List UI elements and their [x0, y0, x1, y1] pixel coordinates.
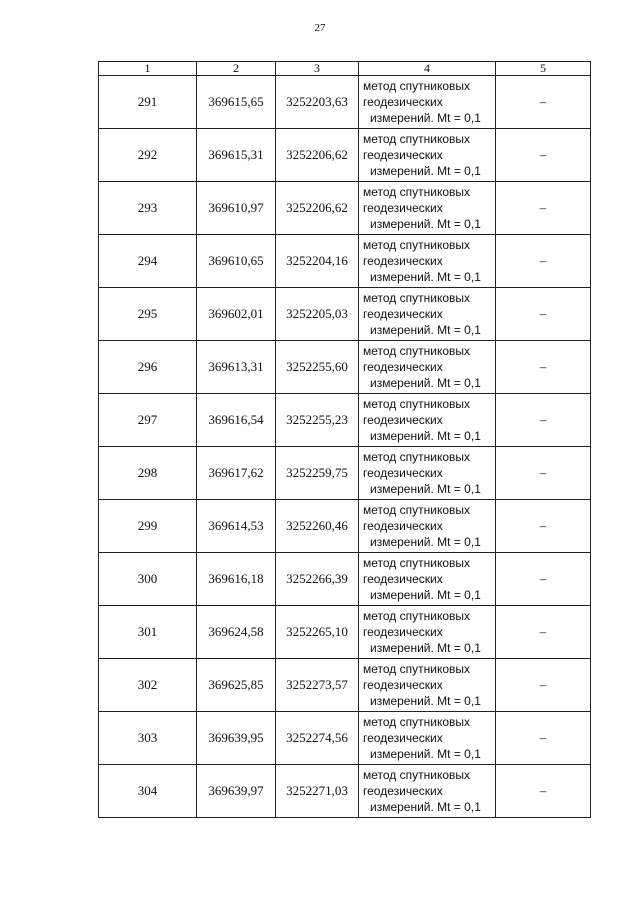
method-line-2: геодезических	[363, 95, 443, 109]
method-line-2: геодезических	[363, 254, 443, 268]
method-cell	[359, 394, 496, 447]
point-number-cell: 302	[99, 659, 197, 712]
table-row	[99, 76, 591, 129]
method-line-3: измерений. Mt = 0,1	[370, 800, 481, 814]
y-coordinate-cell: 3252271,03	[276, 765, 359, 818]
table-row	[99, 712, 591, 765]
method-line-1: метод спутниковых	[363, 768, 471, 782]
method-line-3: измерений. Mt = 0,1	[370, 111, 481, 125]
y-coordinate-cell: 3252273,57	[276, 659, 359, 712]
method-cell	[359, 500, 496, 553]
method-line-2: геодезических	[363, 466, 443, 480]
method-cell	[359, 765, 496, 818]
method-line-1: метод спутниковых	[363, 556, 471, 570]
x-coordinate-cell: 369625,85	[197, 659, 276, 712]
y-coordinate-cell: 3252204,16	[276, 235, 359, 288]
method-line-3: измерений. Mt = 0,1	[370, 217, 481, 231]
method-cell	[359, 659, 496, 712]
table-row	[99, 447, 591, 500]
method-line-2: геодезических	[363, 201, 443, 215]
method-cell	[359, 235, 496, 288]
method-line-1: метод спутниковых	[363, 238, 471, 252]
table-header-row	[99, 62, 591, 76]
x-coordinate-cell: 369624,58	[197, 606, 276, 659]
description-cell: –	[496, 129, 591, 182]
method-line-2: геодезических	[363, 731, 443, 745]
point-number-cell: 294	[99, 235, 197, 288]
method-cell	[359, 129, 496, 182]
method-cell	[359, 606, 496, 659]
description-cell: –	[496, 288, 591, 341]
method-line-1: метод спутниковых	[363, 132, 471, 146]
table-row	[99, 288, 591, 341]
description-cell: –	[496, 341, 591, 394]
point-number-cell: 300	[99, 553, 197, 606]
table-row	[99, 606, 591, 659]
method-line-1: метод спутниковых	[363, 450, 471, 464]
y-coordinate-cell: 3252266,39	[276, 553, 359, 606]
method-line-1: метод спутниковых	[363, 662, 471, 676]
method-line-3: измерений. Mt = 0,1	[370, 588, 481, 602]
method-cell	[359, 447, 496, 500]
method-cell	[359, 341, 496, 394]
x-coordinate-cell: 369610,65	[197, 235, 276, 288]
x-coordinate-cell: 369639,95	[197, 712, 276, 765]
point-number-cell: 298	[99, 447, 197, 500]
method-line-2: геодезических	[363, 148, 443, 162]
method-line-1: метод спутниковых	[363, 344, 471, 358]
description-cell: –	[496, 182, 591, 235]
method-line-2: геодезических	[363, 625, 443, 639]
y-coordinate-cell: 3252265,10	[276, 606, 359, 659]
point-number-cell: 297	[99, 394, 197, 447]
method-line-1: метод спутниковых	[363, 609, 471, 623]
method-line-2: геодезических	[363, 678, 443, 692]
coordinates-table	[98, 61, 591, 818]
y-coordinate-cell: 3252206,62	[276, 129, 359, 182]
method-line-3: измерений. Mt = 0,1	[370, 270, 481, 284]
point-number-cell: 292	[99, 129, 197, 182]
x-coordinate-cell: 369614,53	[197, 500, 276, 553]
x-coordinate-cell: 369617,62	[197, 447, 276, 500]
method-line-1: метод спутниковых	[363, 185, 471, 199]
x-coordinate-cell: 369639,97	[197, 765, 276, 818]
y-coordinate-cell: 3252205,03	[276, 288, 359, 341]
method-line-3: измерений. Mt = 0,1	[370, 641, 481, 655]
x-coordinate-cell: 369616,18	[197, 553, 276, 606]
y-coordinate-cell: 3252260,46	[276, 500, 359, 553]
method-line-3: измерений. Mt = 0,1	[370, 747, 481, 761]
method-line-1: метод спутниковых	[363, 79, 471, 93]
method-line-3: измерений. Mt = 0,1	[370, 429, 481, 443]
table-row	[99, 765, 591, 818]
method-line-2: геодезических	[363, 413, 443, 427]
table-row	[99, 500, 591, 553]
method-line-2: геодезических	[363, 307, 443, 321]
method-cell	[359, 553, 496, 606]
description-cell: –	[496, 553, 591, 606]
method-cell	[359, 76, 496, 129]
point-number-cell: 291	[99, 76, 197, 129]
x-coordinate-cell: 369616,54	[197, 394, 276, 447]
column-header: 4	[359, 62, 496, 76]
method-line-3: измерений. Mt = 0,1	[370, 376, 481, 390]
point-number-cell: 304	[99, 765, 197, 818]
description-cell: –	[496, 235, 591, 288]
description-cell: –	[496, 394, 591, 447]
method-cell	[359, 288, 496, 341]
description-cell: –	[496, 76, 591, 129]
column-header: 2	[197, 62, 276, 76]
method-line-3: измерений. Mt = 0,1	[370, 323, 481, 337]
x-coordinate-cell: 369613,31	[197, 341, 276, 394]
table-row	[99, 341, 591, 394]
description-cell: –	[496, 765, 591, 818]
coordinates-table-container	[98, 61, 590, 818]
column-header: 3	[276, 62, 359, 76]
description-cell: –	[496, 606, 591, 659]
method-line-1: метод спутниковых	[363, 291, 471, 305]
method-line-2: геодезических	[363, 360, 443, 374]
y-coordinate-cell: 3252274,56	[276, 712, 359, 765]
method-line-3: измерений. Mt = 0,1	[370, 482, 481, 496]
method-line-2: геодезических	[363, 519, 443, 533]
x-coordinate-cell: 369615,31	[197, 129, 276, 182]
description-cell: –	[496, 712, 591, 765]
point-number-cell: 295	[99, 288, 197, 341]
method-line-3: измерений. Mt = 0,1	[370, 694, 481, 708]
description-cell: –	[496, 659, 591, 712]
y-coordinate-cell: 3252206,62	[276, 182, 359, 235]
column-header: 5	[496, 62, 591, 76]
point-number-cell: 293	[99, 182, 197, 235]
table-body	[99, 76, 591, 818]
method-line-2: геодезических	[363, 572, 443, 586]
table-row	[99, 553, 591, 606]
method-line-2: геодезических	[363, 784, 443, 798]
method-line-3: измерений. Mt = 0,1	[370, 164, 481, 178]
table-row	[99, 235, 591, 288]
point-number-cell: 299	[99, 500, 197, 553]
point-number-cell: 296	[99, 341, 197, 394]
y-coordinate-cell: 3252203,63	[276, 76, 359, 129]
table-row	[99, 182, 591, 235]
page-number: 27	[314, 22, 326, 34]
y-coordinate-cell: 3252259,75	[276, 447, 359, 500]
column-header: 1	[99, 62, 197, 76]
method-cell	[359, 712, 496, 765]
x-coordinate-cell: 369602,01	[197, 288, 276, 341]
description-cell: –	[496, 500, 591, 553]
table-row	[99, 394, 591, 447]
x-coordinate-cell: 369610,97	[197, 182, 276, 235]
table-row	[99, 129, 591, 182]
method-line-1: метод спутниковых	[363, 503, 471, 517]
y-coordinate-cell: 3252255,60	[276, 341, 359, 394]
method-cell	[359, 182, 496, 235]
point-number-cell: 303	[99, 712, 197, 765]
x-coordinate-cell: 369615,65	[197, 76, 276, 129]
point-number-cell: 301	[99, 606, 197, 659]
method-line-1: метод спутниковых	[363, 397, 471, 411]
y-coordinate-cell: 3252255,23	[276, 394, 359, 447]
method-line-1: метод спутниковых	[363, 715, 471, 729]
table-row	[99, 659, 591, 712]
method-line-3: измерений. Mt = 0,1	[370, 535, 481, 549]
description-cell: –	[496, 447, 591, 500]
